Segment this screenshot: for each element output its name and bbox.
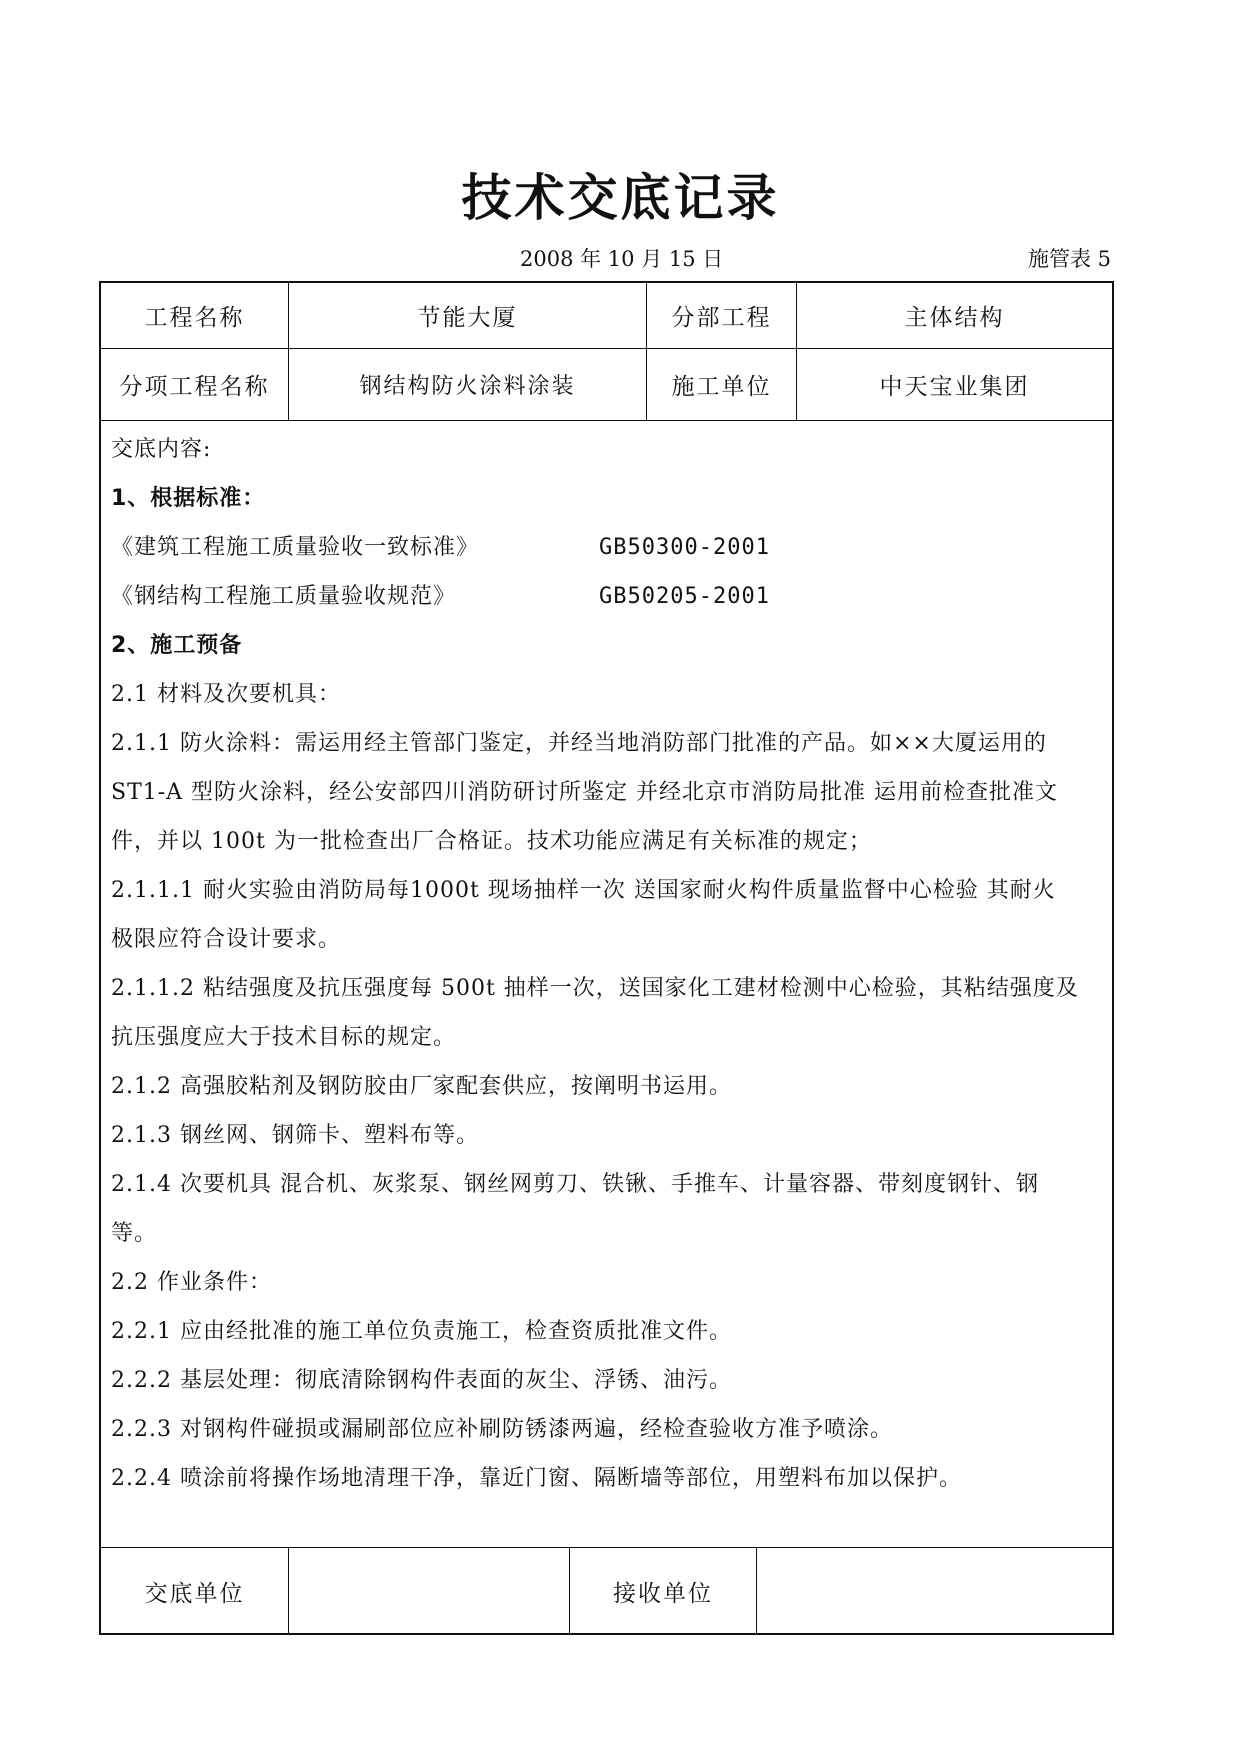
briefing-content bbox=[111, 425, 1104, 1503]
division-value: 主体结构 bbox=[904, 305, 1005, 331]
standard-name: 《钢结构工程施工质量验收规范》 bbox=[111, 584, 457, 609]
content-line: 2.1 材料及次要机具： bbox=[111, 682, 341, 707]
issuer-value bbox=[289, 1548, 569, 1634]
project-name-value: 节能大厦 bbox=[417, 305, 518, 331]
row-divider bbox=[101, 420, 1112, 421]
issuer-label: 交底单位 bbox=[144, 1580, 245, 1607]
contractor-value: 中天宝业集团 bbox=[879, 374, 1030, 400]
subitem-label: 分项工程名称 bbox=[119, 374, 270, 400]
section-heading: 2、施工预备 bbox=[111, 633, 243, 658]
content-line: 2.1.1.2 粘结强度及抗压强度每 500t 抽样一次，送国家化工建材检测中心检验，其粘结强度及 bbox=[111, 976, 1079, 1001]
content-line: 2.1.2 高强胶粘剂及钢防胶由厂家配套供应，按阐明书运用。 bbox=[111, 1074, 732, 1099]
content-line: 2.2.2 基层处理：彻底清除钢构件表面的灰尘、浮锈、油污。 bbox=[111, 1368, 732, 1393]
receiver-label: 接收单位 bbox=[613, 1580, 713, 1607]
content-line: 2.2 作业条件： bbox=[111, 1270, 272, 1295]
content-line: 件，并以 100t 为一批检查出厂合格证。技术功能应满足有关标准的规定； bbox=[111, 829, 872, 854]
content-line: 抗压强度应大于技术目标的规定。 bbox=[111, 1025, 457, 1050]
document-title: 技术交底记录 bbox=[461, 169, 780, 227]
content-line: ST1-A 型防火涂料，经公安部四川消防研讨所鉴定 并经北京市消防局批准 运用前检查批准文 bbox=[111, 780, 1059, 805]
content-intro: 交底内容: bbox=[111, 437, 212, 462]
standard-code: GB50300-2001 bbox=[599, 535, 770, 560]
standard-item bbox=[111, 523, 1104, 572]
content-line: 极限应符合设计要求。 bbox=[111, 927, 342, 952]
project-name-label: 工程名称 bbox=[144, 305, 245, 331]
record-table bbox=[99, 281, 1114, 1635]
subitem-value: 钢结构防火涂料涂装 bbox=[359, 374, 576, 399]
division-label: 分部工程 bbox=[671, 305, 772, 331]
content-line: 2.2.1 应由经批准的施工单位负责施工，检查资质批准文件。 bbox=[111, 1319, 732, 1344]
standard-code: GB50205-2001 bbox=[599, 584, 770, 609]
standard-name: 《建筑工程施工质量验收一致标准》 bbox=[111, 535, 480, 560]
content-line: 2.2.3 对钢构件碰损或漏刷部位应补刷防锈漆两遍，经检查验收方准予喷涂。 bbox=[111, 1417, 893, 1442]
document-date: 2008 年 10 月 15 日 bbox=[520, 247, 724, 271]
content-line: 2.1.1.1 耐火实验由消防局每1000t 现场抽样一次 送国家耐火构件质量监督中心检验 其耐火 bbox=[111, 878, 1056, 903]
content-line: 2.1.1 防火涂料：需运用经主管部门鉴定，并经当地消防部门批准的产品。如××大厦运用的 bbox=[111, 731, 1047, 756]
form-number: 施管表 5 bbox=[1027, 247, 1111, 271]
content-line: 2.1.4 次要机具 混合机、灰浆泵、钢丝网剪刀、铁锹、手推车、计量容器、带刻度钢针、钢 bbox=[111, 1172, 1039, 1197]
content-line: 2.1.3 钢丝网、钢筛卡、塑料布等。 bbox=[111, 1123, 479, 1148]
receiver-value bbox=[757, 1548, 1112, 1634]
contractor-label: 施工单位 bbox=[671, 374, 772, 400]
content-line: 2.2.4 喷涂前将操作场地清理干净，靠近门窗、隔断墙等部位，用塑料布加以保护。 bbox=[111, 1466, 962, 1491]
content-line: 等。 bbox=[111, 1221, 158, 1246]
standard-item bbox=[111, 572, 1104, 621]
section-heading: 1、根据标准： bbox=[111, 486, 266, 511]
